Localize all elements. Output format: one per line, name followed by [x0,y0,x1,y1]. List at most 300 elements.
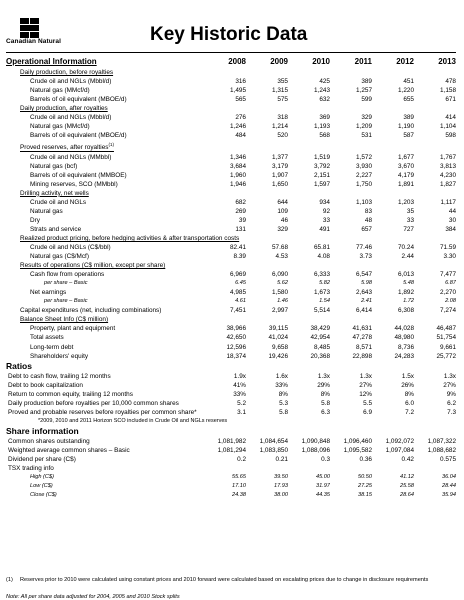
row-label [6,352,204,361]
value-cell: 389 [361,78,372,86]
row-label [6,131,204,140]
value-cell: 8,736 [398,343,414,351]
value-cell: 17.93 [274,483,288,490]
value-cell: 33% [275,381,288,389]
value-cell: 1,158 [440,87,456,95]
table-row [6,446,456,455]
row-label-text: Crude oil and NGLs (C$/bbl) [30,244,111,252]
value-cell: 18,374 [226,352,246,360]
value-cell: 484 [235,132,246,140]
value-cell: 632 [319,96,330,104]
value-cell: 5,514 [314,307,330,315]
value-cell: 17.10 [232,483,246,490]
row-label-text: Natural gas (MMcf/d) [30,123,90,131]
section-heading-row [6,426,456,437]
value-cell: 8% [320,390,330,398]
row-label [6,189,456,198]
value-cell: 389 [403,114,414,122]
row-label-text: Shareholders' equity [30,352,89,360]
value-cell: 5.8 [321,399,330,407]
value-cell: 269 [235,207,246,215]
value-cell: 5.82 [319,280,330,287]
value-cell: 1.5x [401,372,414,380]
value-cell: 6,969 [230,271,246,279]
value-cell: 82.41 [230,244,246,252]
value-cell: 50.50 [358,474,372,481]
row-label [6,216,204,225]
value-cell: 1,519 [314,153,330,161]
value-cell: 316 [235,78,246,86]
value-cell: 3,670 [398,162,414,170]
row-label [6,207,204,216]
row-label-text: Close (C$) [30,492,57,499]
note-row [6,417,456,426]
value-cell: 1,220 [398,87,414,95]
value-cell: 1,650 [272,180,288,188]
value-cell: 1,257 [356,87,372,95]
row-label-text: Natural gas (C$/Mcf) [30,253,89,261]
row-label-text: Dividend per share (C$) [8,456,76,463]
table-row [6,408,456,417]
row-label-text: Barrels of oil equivalent (MBOE/d) [30,132,127,140]
value-cell: 565 [235,96,246,104]
value-cell: 7,477 [440,271,456,279]
value-cell: 1,084,654 [259,437,288,445]
row-label [6,446,204,455]
section-heading-row [6,361,456,372]
value-cell: 1.9x [233,372,246,380]
value-cell: 3,684 [230,162,246,170]
row-label [6,306,204,315]
value-cell: 1,214 [272,123,288,131]
row-label [6,455,204,464]
row-label-text: Crude oil and NGLs [30,198,87,206]
value-cell: 1,090,848 [301,437,330,445]
value-cell: 3.73 [359,253,372,261]
value-cell: 1.46 [277,298,288,305]
value-cell: 1,095,582 [343,446,372,454]
value-cell: 5.5 [363,399,372,407]
row-label [6,113,204,122]
row-label-text: Daily production before royalties per 10,000 common shares [8,399,179,407]
table-row [6,372,456,381]
value-cell: 1,243 [314,87,330,95]
row-label-text: Long-term debt [30,343,74,351]
value-cell: 4.08 [317,253,330,261]
value-cell: 35.94 [442,492,456,499]
year-header: 2013 [438,57,456,66]
value-cell: 1,209 [356,123,372,131]
year-header: 2012 [396,57,414,66]
row-label-text: Common shares outstanding [8,437,90,445]
value-cell: 20,368 [310,352,330,360]
value-cell: 276 [235,114,246,122]
value-cell: 77.46 [356,244,372,252]
value-cell: 1.3x [443,372,456,380]
table-row [6,464,456,473]
row-label-text: Capital expenditures (net, including combinations) [20,307,162,315]
value-cell: 1,572 [356,153,372,161]
page-title: Key Historic Data [150,24,308,45]
row-label-text: Property, plant and equipment [30,325,116,333]
value-cell: 2.41 [361,298,372,305]
value-cell: 25,772 [436,352,456,360]
value-cell: 531 [361,132,372,140]
section-heading-row [6,140,456,152]
value-cell: 1,193 [314,123,330,131]
value-cell: 1,677 [398,153,414,161]
value-cell: 575 [277,96,288,104]
value-cell: 131 [235,225,246,233]
value-cell: 671 [445,96,456,104]
table-row [6,270,456,279]
value-cell: 70.24 [398,244,414,252]
row-label-text: Net earnings [30,289,67,297]
value-cell: 1.72 [403,298,414,305]
value-cell: 3.30 [443,253,456,261]
value-cell: 3,930 [356,162,372,170]
value-cell: 33 [406,216,414,224]
value-cell: 28.64 [400,492,414,499]
row-label [6,333,204,342]
value-cell: 35 [406,207,414,215]
value-cell: 27% [443,381,456,389]
row-label [6,122,204,131]
row-label [6,491,204,500]
row-label-text: Ratios [6,360,32,371]
table-row [6,153,456,162]
value-cell: 39.50 [274,474,288,481]
footnote-reserves [6,577,456,584]
value-cell: 587 [403,132,414,140]
row-label-text: Mining reserves, SCO (MMbbl) [30,180,118,188]
value-cell: 1.54 [319,298,330,305]
row-label [6,482,204,491]
value-cell: 9% [446,390,456,398]
value-cell: 42,954 [310,334,330,342]
value-cell: 25.58 [400,483,414,490]
value-cell: 4,985 [230,289,246,297]
row-label-text: per share – Basic [44,298,88,305]
value-cell: 46,487 [436,325,456,333]
value-cell: 1,096,460 [343,437,372,445]
value-cell: 3,792 [314,162,330,170]
value-cell: 6,333 [314,271,330,279]
value-cell: 1.3x [359,372,372,380]
value-cell: 1,104 [440,123,456,131]
value-cell: 2,997 [272,307,288,315]
value-cell: 598 [445,132,456,140]
value-cell: 1,907 [272,171,288,179]
value-cell: 3,813 [440,162,456,170]
section-heading-row [6,234,456,243]
value-cell: 1,495 [230,87,246,95]
value-cell: 1,750 [356,180,372,188]
row-label-text: Daily production, before royalties [20,69,114,76]
value-cell: 6,090 [272,271,288,279]
table-row [6,162,456,171]
value-cell: 1,092,072 [385,437,414,445]
value-cell: 9,658 [272,343,288,351]
table-row [6,473,456,482]
value-cell: 1,087,322 [427,437,456,445]
row-label [6,225,204,234]
value-cell: 41,631 [352,325,372,333]
value-cell: 27% [359,381,372,389]
value-cell: 1,203 [398,198,414,206]
value-cell: 0.42 [401,456,414,463]
table-row [6,297,456,306]
value-cell: 33% [233,390,246,398]
value-cell: 355 [277,78,288,86]
value-cell: 33 [322,216,330,224]
value-cell: 425 [319,78,330,86]
title-rule [6,52,456,53]
value-cell: 1,377 [272,153,288,161]
row-label-text: Drilling activity, net wells [20,189,89,197]
value-cell: 3.1 [237,408,246,416]
value-cell: 42,650 [226,334,246,342]
value-cell: 329 [361,114,372,122]
value-cell: 6.87 [445,280,456,287]
row-label-text: Strats and service [30,225,82,233]
table-row [6,216,456,225]
row-label-text: Natural gas (MMcf/d) [30,87,90,95]
value-cell: 478 [445,78,456,86]
value-cell: 1,580 [272,289,288,297]
row-label [6,279,204,288]
value-cell: 48 [364,216,372,224]
table-row [6,333,456,342]
value-cell: 6.9 [363,408,372,416]
row-label [6,171,204,180]
row-label-text: Proved reserves, after royalties [20,144,109,152]
value-cell: 39 [238,216,246,224]
value-cell: 6,308 [398,307,414,315]
value-cell: 1,117 [440,198,456,206]
value-cell: 5.2 [237,399,246,407]
row-label-text: Total assets [30,334,64,342]
row-label [6,288,204,297]
value-cell: 1,946 [230,180,246,188]
value-cell: 0.36 [359,456,372,463]
value-cell: 657 [361,225,372,233]
stock-split-note: Note: All per share data adjusted for 2004, 2005 and 2010 Stock splits [6,594,180,600]
table-row [6,324,456,333]
value-cell: 8.39 [233,253,246,261]
year-header: 2008 [228,57,246,66]
row-label-text: *2009, 2010 and 2011 Horizon SCO included in Crude Oil and NGLs reserves [38,417,228,424]
table-row [6,122,456,131]
table-row [6,437,456,446]
row-label [6,104,456,113]
table-row [6,180,456,189]
operational-information-heading: Operational Information [6,57,97,66]
section-heading-row [6,261,456,270]
value-cell: 41.12 [400,474,414,481]
value-cell: 1,081,982 [217,437,246,445]
value-cell: 26% [401,381,414,389]
value-cell: 1,088,096 [301,446,330,454]
row-label [6,153,204,162]
value-cell: 0.21 [275,456,288,463]
value-cell: 1,597 [314,180,330,188]
value-cell: 38,966 [226,325,246,333]
footnote-mark: (1) [6,577,13,583]
value-cell: 1,103 [356,198,372,206]
row-label [6,343,204,352]
value-cell: 24.38 [232,492,246,499]
value-cell: 329 [277,225,288,233]
value-cell: 1,088,682 [427,446,456,454]
row-label-text: Crude oil and NGLs (MMbbl) [30,153,112,161]
value-cell: 1,960 [230,171,246,179]
value-cell: 6.2 [447,399,456,407]
value-cell: 9,661 [440,343,456,351]
value-cell: 45.00 [316,474,330,481]
value-cell: 51,754 [436,334,456,342]
value-cell: 655 [403,96,414,104]
value-cell: 92 [322,207,330,215]
value-cell: 8% [278,390,288,398]
section-heading-row [6,315,456,324]
value-cell: 2,643 [356,289,372,297]
section-heading-row [6,189,456,198]
row-label [6,180,204,189]
value-cell: 44.35 [316,492,330,499]
value-cell: 5.98 [361,280,372,287]
row-label-text: Crude oil and NGLs (Mbbl/d) [30,78,112,86]
table-row [6,343,456,352]
row-label [6,252,204,261]
table-row [6,86,456,95]
value-cell: 22,898 [352,352,372,360]
value-cell: 44 [448,207,456,215]
table-row [6,491,456,500]
row-label [6,381,204,390]
value-cell: 5.62 [277,280,288,287]
value-cell: 55.65 [232,474,246,481]
value-cell: 48,980 [394,334,414,342]
value-cell: 2,227 [356,171,372,179]
value-cell: 8,571 [356,343,372,351]
row-label [6,95,204,104]
value-cell: 31.97 [316,483,330,490]
table-row [6,171,456,180]
value-cell: 5.48 [403,280,414,287]
value-cell: 934 [319,198,330,206]
value-cell: 1,827 [440,180,456,188]
row-label [6,473,204,482]
row-label [6,417,456,426]
table-row [6,225,456,234]
value-cell: 2.44 [401,253,414,261]
value-cell: 41% [233,381,246,389]
value-cell: 1,246 [230,123,246,131]
value-cell: 491 [319,225,330,233]
value-cell: 3,179 [272,162,288,170]
row-label-text: Barrels of oil equivalent (MMBOE) [30,171,127,179]
value-cell: 36.04 [442,474,456,481]
value-cell: 24,283 [394,352,414,360]
table-row [6,95,456,104]
value-cell: 39,115 [268,325,288,333]
value-cell: 318 [277,114,288,122]
value-cell: 109 [277,207,288,215]
value-cell: 6.3 [321,408,330,416]
value-cell: 8,485 [314,343,330,351]
value-cell: 29% [317,381,330,389]
value-cell: 1,673 [314,289,330,297]
year-header: 2009 [270,57,288,66]
value-cell: 5.3 [279,399,288,407]
value-cell: 4.61 [235,298,246,305]
value-cell: 6,414 [356,307,372,315]
value-cell: 727 [403,225,414,233]
row-label-text: Realized product pricing, before hedging activities & after transportation costs [20,234,240,242]
value-cell: 2,270 [440,289,456,297]
historic-data-table [6,56,456,500]
value-cell: 38,429 [310,325,330,333]
table-row [6,381,456,390]
row-label [6,426,456,437]
row-label [6,464,456,473]
value-cell: 2.08 [445,298,456,305]
table-row [6,207,456,216]
value-cell: 1,190 [398,123,414,131]
row-label-text: Natural gas (bcf) [30,162,78,170]
value-cell: 6.45 [235,280,246,287]
row-label-text: Weighted average common shares – Basic [8,446,130,454]
value-cell: 4,179 [398,171,414,179]
row-label-text: Results of operations (C$ million, except per share) [20,262,166,270]
row-label [6,198,204,207]
year-header: 2010 [312,57,330,66]
value-cell: 41,024 [268,334,288,342]
value-cell: 4.53 [275,253,288,261]
row-label [6,162,204,171]
value-cell: 8% [404,390,414,398]
value-cell: 0.575 [440,456,456,463]
value-cell: 6.0 [405,399,414,407]
value-cell: 1,891 [398,180,414,188]
value-cell: 7,274 [440,307,456,315]
table-row [6,243,456,252]
row-label-text: Cash flow from operations [30,271,105,279]
value-cell: 1,767 [440,153,456,161]
value-cell: 414 [445,114,456,122]
value-cell: 4,230 [440,171,456,179]
value-cell: 1,083,850 [259,446,288,454]
row-label-text: per share – Basic [44,280,88,287]
value-cell: 599 [361,96,372,104]
value-cell: 30 [448,216,456,224]
value-cell: 1,892 [398,289,414,297]
table-row [6,399,456,408]
section-heading-row [6,68,456,77]
value-cell: 568 [319,132,330,140]
value-cell: 384 [445,225,456,233]
row-label [6,315,456,324]
row-label-text: Natural gas [30,207,63,215]
footnote-reference: (1) [108,142,114,148]
value-cell: 1.6x [275,372,288,380]
row-label [6,372,204,381]
row-label-text: Balance Sheet Info (C$ million) [20,316,109,324]
row-label-text: Return to common equity, trailing 12 months [8,390,133,398]
value-cell: 65.81 [314,244,330,252]
year-header: 2011 [354,57,372,66]
